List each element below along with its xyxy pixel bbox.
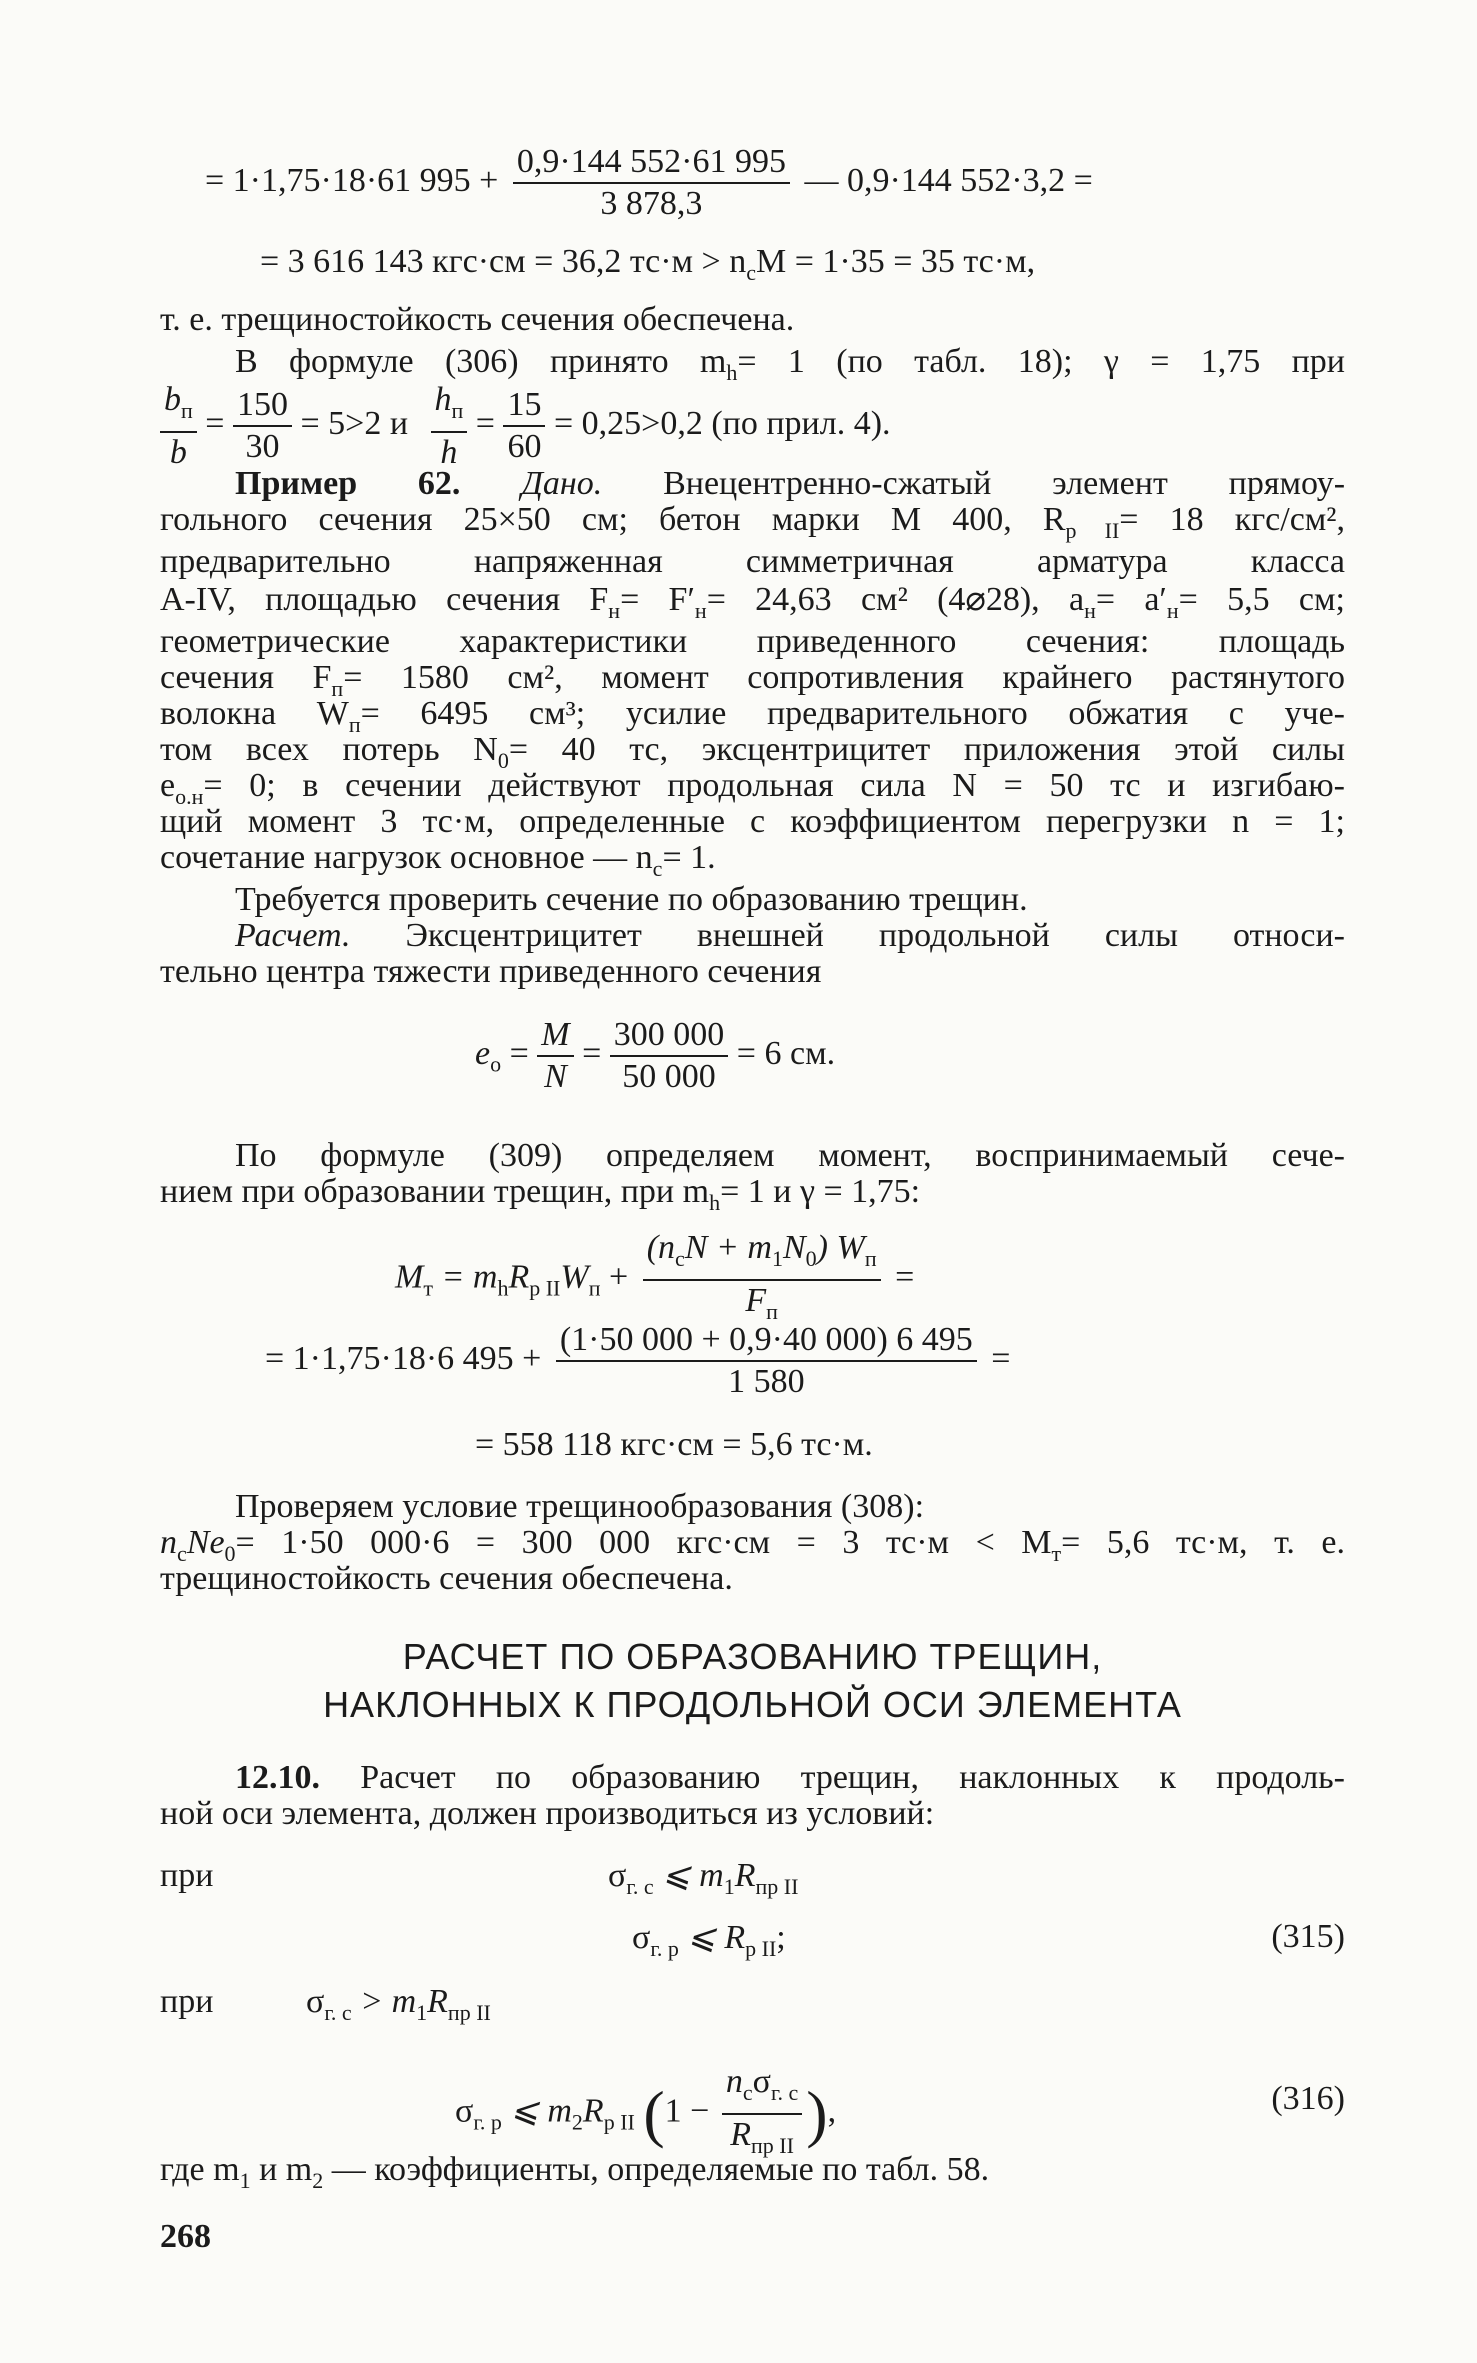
fraction xyxy=(643,1228,881,1332)
calc-label: Расчет. xyxy=(235,917,351,954)
fraction-numerator: 15 xyxy=(503,385,545,427)
fraction-numerator: 0,9·144 552·61 995 xyxy=(513,142,790,184)
equation-term: — 0,9·144 552·3,2 = xyxy=(804,161,1093,199)
condition-label: при xyxy=(160,1983,214,2020)
fraction-denominator: N xyxy=(544,1058,567,1095)
equation-term: = 1·1,75·18·61 995 + xyxy=(205,161,499,199)
fraction-numerator: $n_с\sigma_{г. с}$ xyxy=(722,2062,802,2115)
equation-term: M = 1·35 = 35 тс·м, xyxy=(755,243,1036,280)
example-label: Пример 62. xyxy=(235,465,461,502)
fraction-denominator: b xyxy=(169,433,187,471)
paragraph-line: сечения $F_п= 1580$ см², момент сопротивления крайнего растянутого xyxy=(160,659,1345,701)
equation-number: (315) xyxy=(1271,1918,1345,1955)
fraction xyxy=(431,380,468,473)
fraction-denominator: 1 580 xyxy=(728,1363,805,1400)
paragraph-line: 12.10. Расчет по образованию трещин, наклонных к продоль- xyxy=(235,1759,1345,1796)
text-run: В формуле (306) принято m xyxy=(235,343,727,380)
fraction-numerator: 150 xyxy=(233,385,292,427)
equation-line-1 xyxy=(205,142,1093,224)
page-number: 268 xyxy=(160,2218,211,2255)
section-heading-line-1: РАСЧЕТ ПО ОБРАЗОВАНИЮ ТРЕЩИН, xyxy=(402,1636,1103,1677)
paragraph-line: $e_{о.н}= 0$; в сечении действуют продольная сила N = 50 тс и изгибаю- xyxy=(160,767,1345,809)
paragraph-line: По формуле (309) определяем момент, воспринимаемый сече- xyxy=(235,1137,1345,1174)
fraction-denominator: 30 xyxy=(245,428,280,466)
given-label: Дано. xyxy=(521,465,603,502)
fraction-numerator: M xyxy=(537,1015,573,1057)
condition-3: $\sigma_{г. с} > m_1R_{пр II}$ xyxy=(306,1983,491,2025)
paragraph-line: волокна $W_п= 6495$ см³; усилие предварительного обжатия с уче- xyxy=(160,695,1345,737)
text-run: = 0,25>0,2 (по прил. 4). xyxy=(553,405,891,443)
fraction xyxy=(160,380,197,473)
paragraph-line: щий момент 3 тс·м, определенные с коэффициентом перегрузки n = 1; xyxy=(160,803,1345,840)
subscript: h xyxy=(726,359,738,385)
equation-mt-line-3: = 558 118 кгс·см = 5,6 тс·м. xyxy=(475,1426,873,1463)
ratio-line xyxy=(160,380,891,473)
paragraph-line: предварительно напряженная симметричная арматура класса xyxy=(160,543,1345,580)
fraction xyxy=(556,1320,977,1402)
paragraph-line: Требуется проверить сечение по образованию трещин. xyxy=(235,881,1028,918)
paragraph-line: тельно центра тяжести приведенного сечения xyxy=(160,953,822,990)
subscript: с xyxy=(746,259,756,285)
fraction-denominator: $F_п$ xyxy=(745,1281,778,1324)
fraction xyxy=(537,1015,573,1097)
fraction-numerator: (1·50 000 + 0,9·40 000) 6 495 xyxy=(556,1320,977,1362)
fraction-denominator: h xyxy=(440,433,458,471)
paragraph-line: т. е. трещиностойкость сечения обеспечена. xyxy=(160,301,795,338)
fraction-numerator: $(n_сN + m_1N_0)$ $W_п$ xyxy=(643,1228,881,1281)
text-run: = 5>2 и xyxy=(300,405,409,443)
paragraph-line: $n_сNe_0= 1\cdot 50$ 000·6 = 300 000 кгс·см = 3 $тс\cdot м < M_т= 5,6$ тс·м, т. е. xyxy=(160,1524,1345,1566)
fraction xyxy=(233,385,292,467)
paragraph-line: где $m_1$ и $m_2$ — коэффициенты, определяемые по табл. 58. xyxy=(160,2151,990,2193)
equation-line-2 xyxy=(260,242,1035,293)
fraction-denominator: 60 xyxy=(507,428,542,466)
condition-2: $\sigma_{г. р}$ ⩽ $R_{р II}$; xyxy=(632,1919,786,1961)
fraction-denominator: 50 000 xyxy=(622,1058,716,1095)
section-heading-line-2: НАКЛОННЫХ К ПРОДОЛЬНОЙ ОСИ ЭЛЕМЕНТА xyxy=(323,1684,1182,1725)
equation-number: (316) xyxy=(1271,2080,1345,2117)
paragraph-line: ной оси элемента, должен производиться из условий: xyxy=(160,1795,935,1832)
fraction-denominator: 3 878,3 xyxy=(600,185,703,222)
condition-1: $\sigma_{г. с}$ ⩽ $m_1R_{пр II}$ xyxy=(608,1857,799,1899)
condition-4: $\sigma_{г. р}$ ⩽ $m_2R_{р II}$ (1 − $\frac{n_с\sigma_{г. с}}{R_{пр II}}$ ), xyxy=(455,2062,836,2166)
fraction-numerator: $b_п$ xyxy=(160,380,197,433)
paragraph-line: том всех потерь $N_0= 40$ тс, эксцентрицитет приложения этой силы xyxy=(160,731,1345,773)
paragraph-line: гольного сечения 25×50 см; бетон марки М 400, $R_{р II}= 18$ кгс/см², xyxy=(160,501,1345,543)
equation-mt-line-1: $M_т = m_hR_{р II}W_п$ + $\frac{(n_сN + m_1N_0) W_п}{F_п}$ = xyxy=(395,1228,914,1332)
equation-mt-line-2: = 1·1,75·18·6 495 + $\frac{(1\cdot 50 000 + 0,9\cdot 40 000) 6 495}{1 580}$ = xyxy=(265,1321,1011,1400)
text-run: = 1 (по табл. 18); γ = 1,75 при xyxy=(737,343,1345,380)
paragraph-line: геометрические характеристики приведенного сечения: площадь xyxy=(160,623,1345,660)
fraction xyxy=(610,1015,729,1097)
text-run: = xyxy=(475,405,495,443)
fraction xyxy=(503,385,545,467)
text-run: Внецентренно-сжатый элемент прямоу- xyxy=(663,465,1346,502)
paragraph-line: Расчет. Эксцентрицитет внешней продольной силы относи- xyxy=(235,917,1346,954)
paragraph-line: трещиностойкость сечения обеспечена. xyxy=(160,1560,733,1597)
paragraph-line: Проверяем условие трещинообразования (308): xyxy=(235,1488,925,1525)
fraction-numerator: $h_п$ xyxy=(431,380,468,433)
equation-e0: $e_о$ = $\frac{M}{N}$ = $\frac{300 000}{50 000}$ = 6 см. xyxy=(475,1016,836,1095)
condition-label: при xyxy=(160,1857,214,1894)
paragraph-line: A-IV, площадью сечения $F_н= F'_н= 24,63$ см² (4⌀28), $a_н= a'_н= 5,5$ см; xyxy=(160,581,1345,623)
paragraph-line: нием при образовании трещин, при $m_h= 1$ и γ = 1,75: xyxy=(160,1173,921,1215)
paragraph-line: сочетание нагрузок основное — $n_с= 1$. xyxy=(160,839,716,881)
section-number: 12.10. xyxy=(235,1759,320,1796)
example-heading-line xyxy=(235,464,1345,504)
equation-term: = 3 616 143 кгс·см = 36,2 тс·м > n xyxy=(260,243,747,280)
fraction-numerator: 300 000 xyxy=(610,1015,729,1057)
fraction xyxy=(513,142,790,224)
text-run: = xyxy=(205,405,225,443)
fraction-denominator: $R_{пр II}$ xyxy=(730,2115,794,2158)
